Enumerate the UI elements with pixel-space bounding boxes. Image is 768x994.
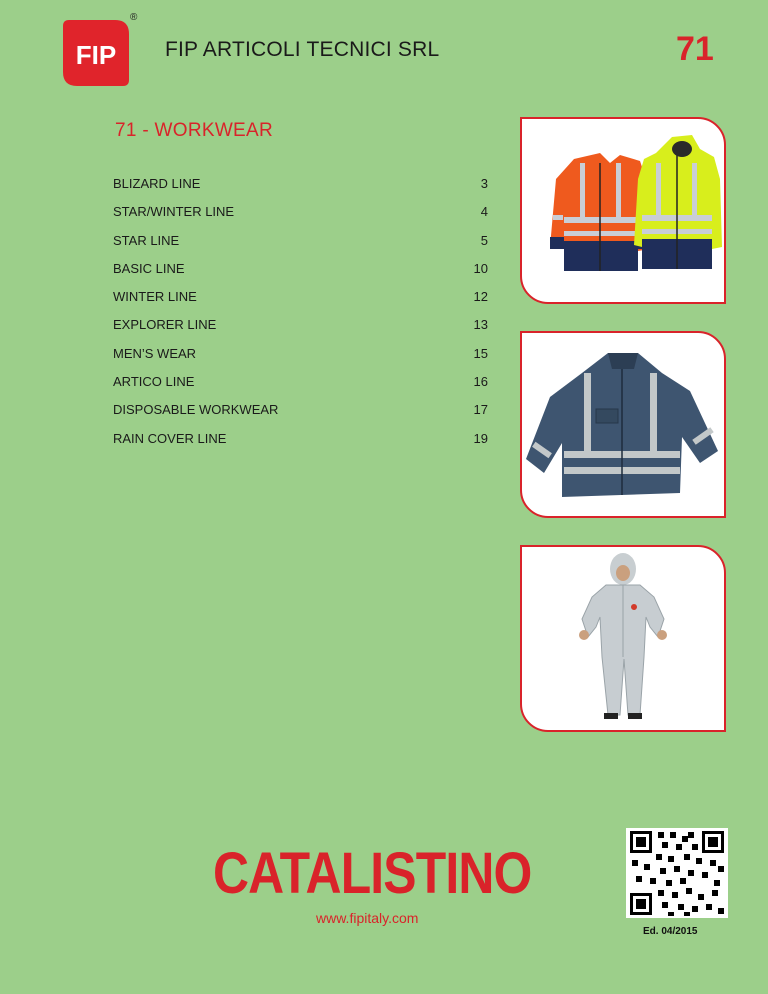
section-title: 71 - WORKWEAR xyxy=(115,120,274,141)
toc-row[interactable] xyxy=(113,170,488,198)
toc-row[interactable] xyxy=(113,311,488,339)
company-name: FIP ARTICOLI TECNICI SRL xyxy=(165,38,440,61)
toc-label: MEN’S WEAR xyxy=(113,345,197,361)
toc-row[interactable] xyxy=(113,283,488,311)
toc-page: 4 xyxy=(480,204,488,220)
table-of-contents xyxy=(113,170,488,453)
toc-page: 15 xyxy=(473,345,488,361)
toc-label: ARTICO LINE xyxy=(113,374,195,390)
toc-label: RAIN COVER LINE xyxy=(113,430,227,446)
toc-row[interactable] xyxy=(113,255,488,283)
page-number: 71 xyxy=(676,30,714,68)
toc-page: 3 xyxy=(480,176,488,191)
toc-page: 19 xyxy=(473,430,488,446)
toc-row[interactable] xyxy=(113,368,488,396)
toc-label: EXPLORER LINE xyxy=(113,317,217,333)
rain-jacket-image xyxy=(520,331,726,518)
catalog-brand: CATALISTINO xyxy=(213,841,532,906)
toc-page: 5 xyxy=(480,232,488,248)
registered-mark: ® xyxy=(130,12,138,23)
fip-logo xyxy=(63,20,129,86)
toc-row[interactable] xyxy=(113,396,488,424)
toc-label: BASIC LINE xyxy=(113,260,185,276)
website-link[interactable]: www.fipitaly.com xyxy=(316,910,419,926)
toc-page: 17 xyxy=(473,402,488,418)
toc-page: 12 xyxy=(473,289,488,305)
toc-row[interactable] xyxy=(113,198,488,226)
toc-label: DISPOSABLE WORKWEAR xyxy=(113,402,279,418)
toc-label: STAR/WINTER LINE xyxy=(113,204,235,220)
toc-label: STAR LINE xyxy=(113,232,180,248)
toc-label: BLIZARD LINE xyxy=(113,176,201,191)
toc-page: 16 xyxy=(473,374,488,390)
edition-label: Ed. 04/2015 xyxy=(643,926,698,937)
toc-page: 13 xyxy=(473,317,488,333)
toc-row[interactable] xyxy=(113,227,488,255)
toc-page: 10 xyxy=(473,260,488,276)
qr-code-icon xyxy=(626,828,728,918)
toc-label: WINTER LINE xyxy=(113,289,197,305)
hi-vis-jackets-image xyxy=(520,117,726,304)
toc-row[interactable] xyxy=(113,340,488,368)
disposable-coverall-image xyxy=(520,545,726,732)
logo-text: FIP xyxy=(75,40,117,70)
toc-row[interactable] xyxy=(113,425,488,453)
